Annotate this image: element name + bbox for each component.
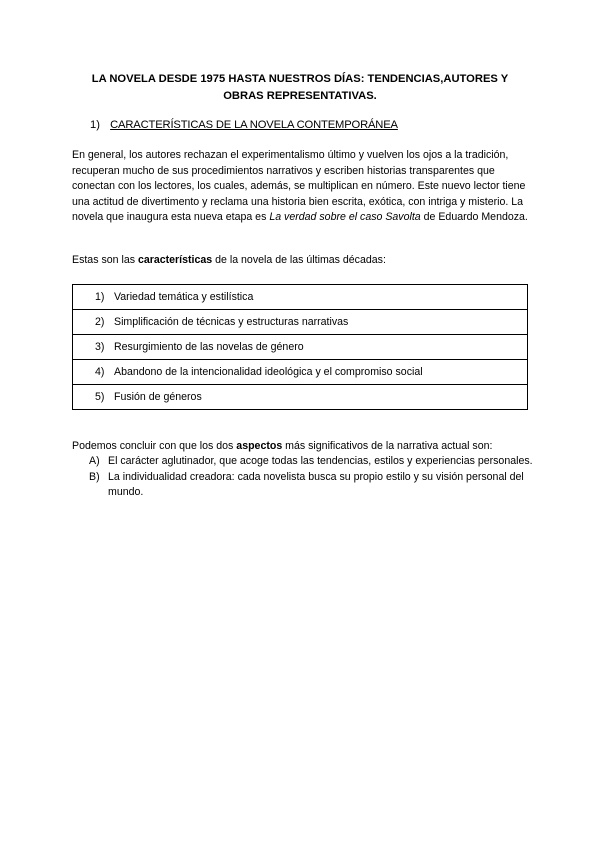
list-marker: A) (89, 455, 100, 467)
row-text: Variedad temática y estilística (114, 291, 254, 303)
conclusion-text (72, 439, 532, 455)
row-text: Resurgimiento de las novelas de género (114, 341, 304, 353)
table-row (73, 360, 528, 385)
intro-text-end: de la novela de las últimas décadas: (212, 254, 386, 266)
row-text: Simplificación de técnicas y estructuras narrativas (114, 316, 349, 328)
row-text: Fusión de géneros (114, 391, 202, 403)
intro-bold-word: características (137, 254, 213, 266)
table-cell (73, 335, 528, 360)
paragraph-text: En general, los autores rechazan el experimentalismo último y vuelven los ojos a la tradición, recuperan mucho de sus procedimientos narrativos y escriben historias transparentes que conectan con los lectores, los cuales, además, se multiplican en número. Este nuevo lector tiene una actitud de divertimento y reclama una historia bien escrita, exótica, con intriga y misterio. La novela que inaugura esta nueva etapa es (72, 149, 526, 223)
document-title (72, 71, 528, 105)
list-item (89, 454, 534, 470)
row-number: 5) (95, 391, 105, 403)
conclusion-bold-word: aspectos (236, 440, 283, 452)
table-row (73, 335, 528, 360)
table-cell (73, 310, 528, 335)
conclusion-start: Podemos concluir con que los dos (72, 440, 237, 452)
row-number: 2) (95, 316, 105, 328)
title-line-2: OBRAS REPRESENTATIVAS. (223, 90, 377, 102)
row-number: 4) (95, 366, 105, 378)
table-row (73, 310, 528, 335)
intro-text: Estas son las (72, 254, 138, 266)
table-cell (73, 385, 528, 410)
section-heading (90, 117, 398, 133)
book-title: La verdad sobre el caso Savolta (269, 211, 421, 223)
list-item-text: La individualidad creadora: cada novelista busca su propio estilo y su visión personal del mundo. (108, 470, 524, 498)
list-marker: B) (89, 470, 100, 483)
table-cell (73, 285, 528, 310)
characteristics-intro (72, 253, 532, 269)
list-item (89, 470, 534, 501)
aspects-list (89, 454, 534, 501)
table-row (73, 285, 528, 310)
characteristics-table (72, 284, 528, 410)
section-number: 1) (90, 119, 100, 131)
title-line-1: LA NOVELA DESDE 1975 HASTA NUESTROS DÍAS: TENDENCIAS,AUTORES Y (91, 73, 509, 85)
intro-paragraph (72, 148, 532, 226)
row-number: 1) (95, 291, 105, 303)
row-number: 3) (95, 341, 105, 353)
table-cell (73, 360, 528, 385)
paragraph-text-end: de Eduardo Mendoza. (420, 211, 528, 223)
list-item-text: El carácter aglutinador, que acoge todas las tendencias, estilos y experiencias personales. (108, 455, 533, 467)
table-row (73, 385, 528, 410)
conclusion-end: más significativos de la narrativa actual son: (282, 440, 493, 452)
section-title: CARACTERÍSTICAS DE LA NOVELA CONTEMPORÁNEA (110, 119, 398, 131)
row-text: Abandono de la intencionalidad ideológica y el compromiso social (114, 366, 423, 378)
